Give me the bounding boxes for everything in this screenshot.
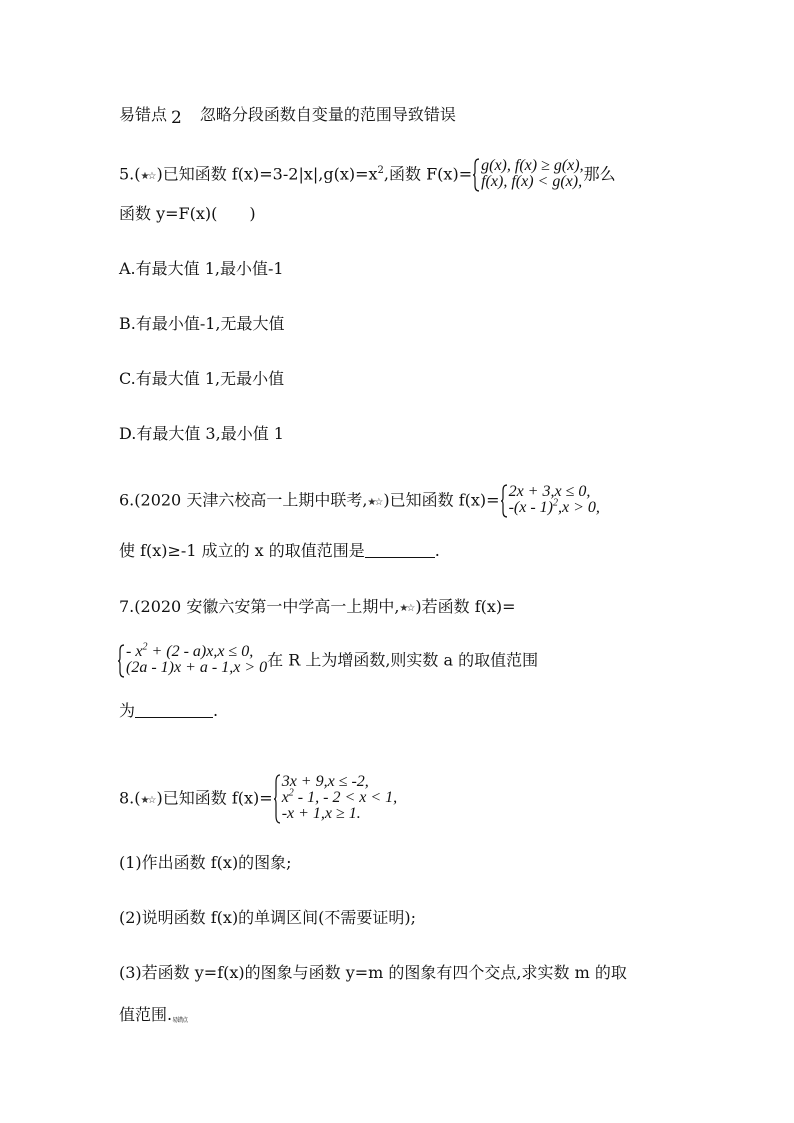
error-point-tag: 易错点: [172, 1017, 188, 1024]
answer-blank[interactable]: [365, 543, 435, 558]
q8-stem: 8.(★☆ )已知函数 f(x)= 3x + 9,x ≤ -2, $x^2 - 1$, - 2 < x < 1, -x + 1,x ≥ 1.: [119, 773, 398, 822]
q6-piecewise: 2x + 3,x ≤ 0, -(x - 1)$^2$,x > 0,: [500, 484, 600, 518]
q6-line2: 使 f(x)≥-1 成立的 x 的取值范围是 .: [119, 541, 440, 560]
q5-option-a: A.有最大值 1,最小值-1: [119, 259, 284, 278]
q7-stem: 7.(2020 安徽六安第一中学高一上期中,★☆ )若函数 f(x)=: [119, 597, 516, 616]
difficulty-star-icon: ★☆: [140, 170, 155, 182]
q5-stem: 5.(★☆ )已知函数 $f(x)=3-2|x|,g(x)=x^2$,函数 F(x)= g(x), f(x) ≥ g(x), f(x), f(x) < g(x), 那么: [119, 157, 616, 190]
heading-number: 2: [171, 108, 182, 128]
q7-piecewise: - $x^2 + (2 - a)x,x \le 0$, (2a - 1)x + a - 1,x > 0: [117, 644, 267, 678]
q5-option-b: B.有最小值-1,无最大值: [119, 314, 285, 333]
q8-part-3-line2: 值范围.易错点: [119, 1005, 188, 1024]
q5-piecewise: g(x), f(x) ≥ g(x), f(x), f(x) < g(x),: [472, 158, 584, 192]
heading-text: 忽略分段函数自变量的范围导致错误: [199, 105, 456, 124]
q5-line2: 函数 y=F(x)( ): [119, 204, 256, 223]
q7-line3: 为 .: [119, 701, 219, 720]
left-brace-icon: [472, 158, 480, 192]
difficulty-star-icon: ★☆: [367, 496, 382, 508]
q8-part-2: (2)说明函数 f(x)的单调区间(不需要证明);: [119, 908, 417, 927]
q7-line2: - $x^2 + (2 - a)x,x \le 0$, (2a - 1)x + a - 1,x > 0 在 R 上为增函数,则实数 a 的取值范围: [119, 644, 538, 678]
q6-stem: 6.(2020 天津六校高一上期中联考,★☆ )已知函数 f(x)= 2x + 3,x ≤ 0, -(x - 1)$^2$,x > 0,: [119, 483, 600, 516]
difficulty-star-icon: ★☆: [140, 794, 155, 806]
q5-option-c: C.有最大值 1,无最小值: [119, 369, 285, 388]
left-brace-icon: [273, 774, 281, 824]
left-brace-icon: [117, 644, 125, 678]
q8-part-3: (3)若函数 y=f(x)的图象与函数 y=m 的图象有四个交点,求实数 m 的取: [119, 963, 627, 982]
answer-blank[interactable]: [135, 703, 213, 718]
left-brace-icon: [500, 484, 508, 518]
section-heading: [119, 104, 456, 129]
q5-option-d: D.有最大值 3,最小值 1: [119, 424, 284, 443]
q8-part-1: (1)作出函数 f(x)的图象;: [119, 853, 292, 872]
difficulty-star-icon: ★☆: [399, 603, 414, 614]
q8-piecewise: 3x + 9,x ≤ -2, $x^2 - 1$, - 2 < x < 1, -x + 1,x ≥ 1.: [273, 774, 397, 824]
heading-label: 易错点: [119, 105, 168, 124]
